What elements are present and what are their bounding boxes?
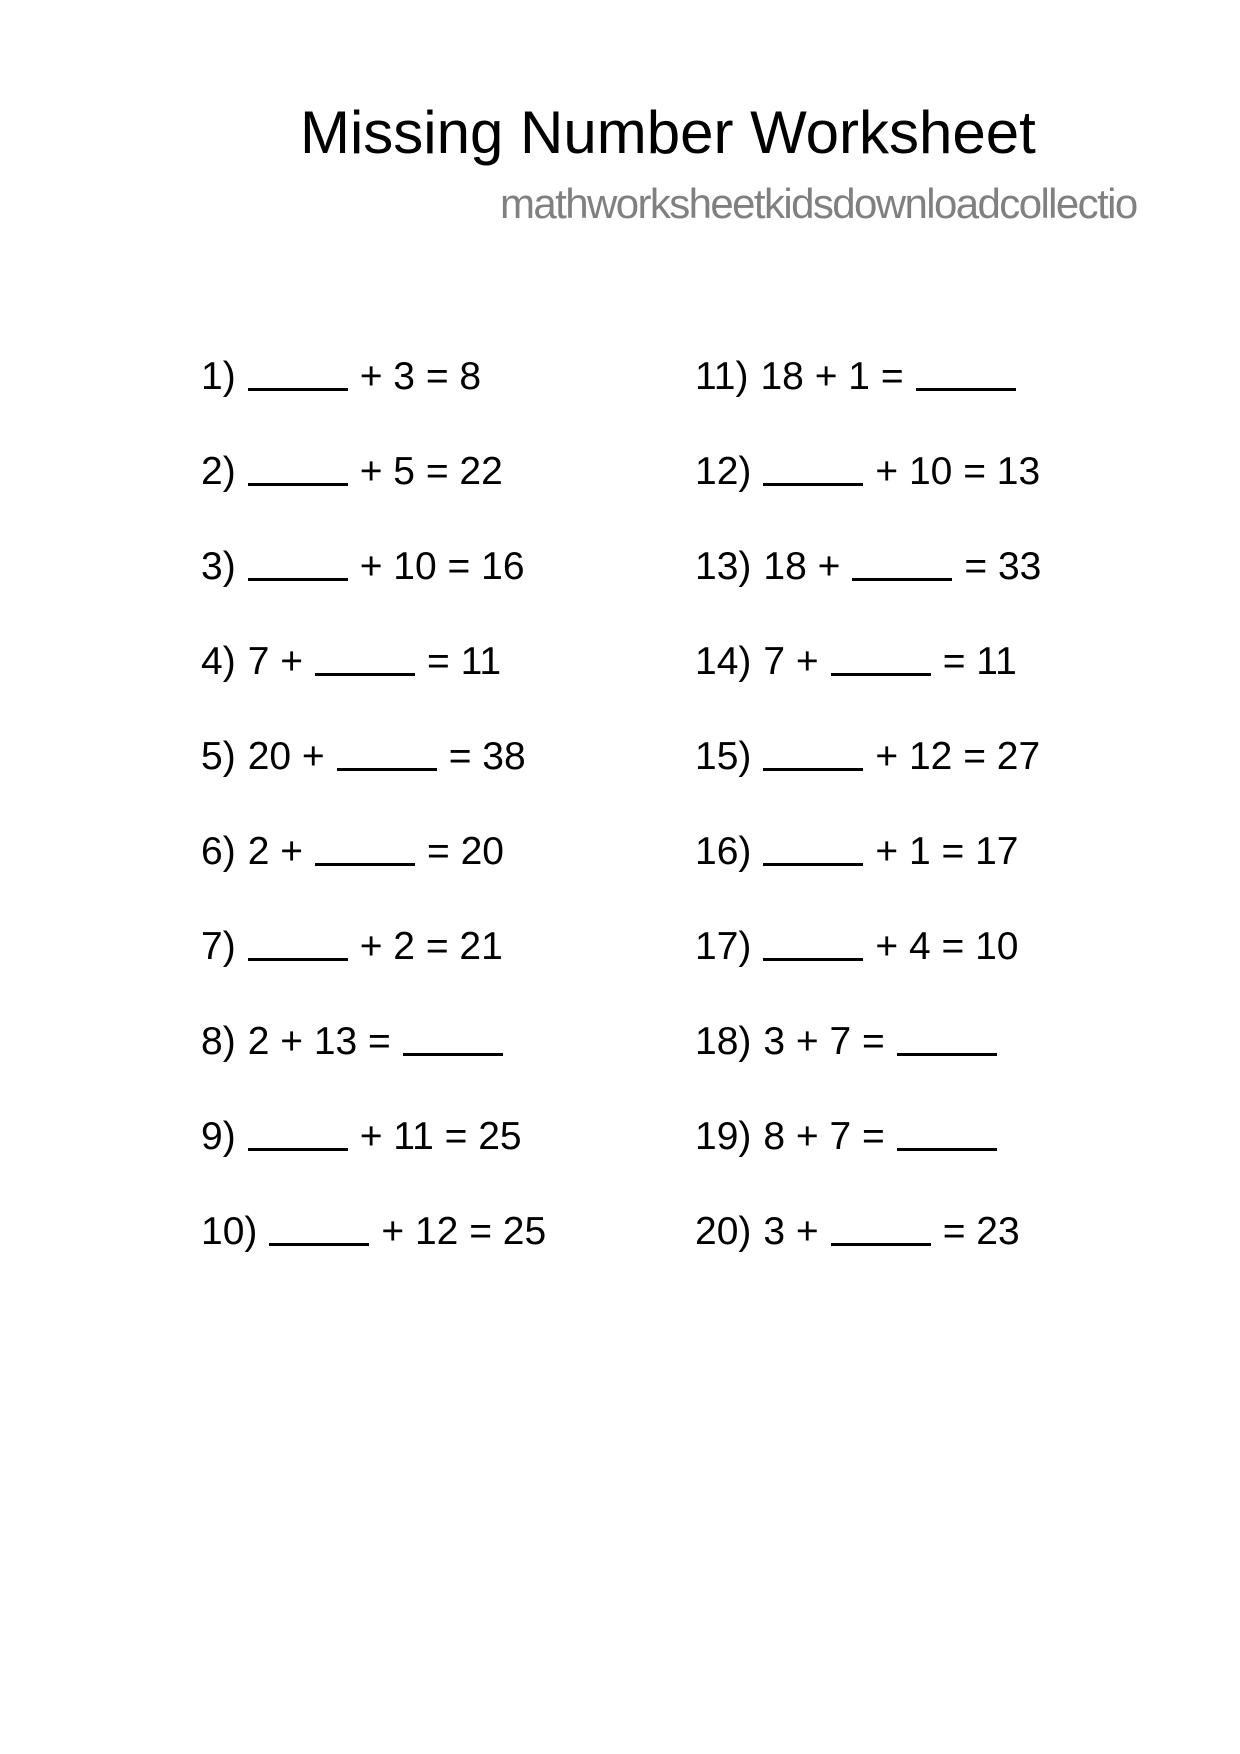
answer-blank[interactable]	[763, 447, 863, 486]
problem-item	[695, 352, 1041, 447]
equation-left-part: 8 + 7 =	[763, 1115, 885, 1158]
equation-right-part: + 10 = 13	[875, 450, 1041, 493]
answer-blank[interactable]	[897, 1017, 997, 1056]
problem-number: 2)	[201, 450, 236, 493]
answer-blank[interactable]	[337, 732, 437, 771]
equation-right-part: = 11	[427, 640, 502, 683]
equation-left-part: 7 +	[247, 640, 303, 683]
problem-item	[695, 542, 1041, 637]
problem-number: 19)	[695, 1115, 752, 1158]
answer-blank[interactable]	[248, 1112, 348, 1151]
equation-right-part: = 11	[942, 640, 1017, 683]
answer-blank[interactable]	[763, 732, 863, 771]
equation-right-part: = 38	[448, 735, 526, 778]
equation-right-part: = 20	[427, 830, 504, 873]
equation-left-part: 2 + 13 =	[247, 1020, 391, 1063]
problem-number: 11)	[695, 355, 749, 398]
equation-left-part: 20 +	[247, 735, 325, 778]
problem-number: 6)	[201, 830, 236, 873]
equation-left-part: 18 + 1 =	[760, 355, 904, 398]
answer-blank[interactable]	[831, 637, 931, 676]
answer-blank[interactable]	[248, 542, 348, 581]
answer-blank[interactable]	[315, 637, 415, 676]
equation-right-part: = 33	[964, 545, 1042, 588]
problem-item	[201, 732, 546, 827]
problem-number: 16)	[695, 830, 752, 873]
answer-blank[interactable]	[269, 1207, 369, 1246]
problem-number: 17)	[695, 925, 752, 968]
answer-blank[interactable]	[763, 827, 863, 866]
worksheet-title: Missing Number Worksheet	[300, 99, 1036, 166]
problem-column-right	[695, 352, 1041, 1302]
equation-left-part: 3 +	[763, 1210, 819, 1253]
problem-number: 9)	[201, 1115, 236, 1158]
problem-item	[201, 542, 546, 637]
answer-blank[interactable]	[916, 352, 1016, 391]
problem-column-left	[201, 352, 546, 1302]
problem-item	[695, 637, 1041, 732]
problem-item	[695, 447, 1041, 542]
problem-item	[201, 352, 546, 447]
problem-number: 3)	[201, 545, 236, 588]
equation-right-part: + 5 = 22	[359, 450, 503, 493]
problem-number: 1)	[201, 355, 236, 398]
equation-right-part: + 4 = 10	[875, 925, 1019, 968]
problem-number: 7)	[201, 925, 236, 968]
problem-item	[201, 1207, 546, 1302]
equation-right-part: + 2 = 21	[359, 925, 503, 968]
problem-number: 4)	[201, 640, 236, 683]
answer-blank[interactable]	[248, 352, 348, 391]
problem-number: 14)	[695, 640, 752, 683]
problem-number: 20)	[695, 1210, 752, 1253]
problem-item	[695, 1112, 1041, 1207]
equation-right-part: + 12 = 27	[875, 735, 1041, 778]
worksheet-source-url: mathworksheetkidsdownloadcollectio	[500, 180, 1137, 227]
problem-item	[201, 922, 546, 1017]
problem-number: 12)	[695, 450, 752, 493]
problem-number: 15)	[695, 735, 752, 778]
problem-item	[695, 922, 1041, 1017]
answer-blank[interactable]	[315, 827, 415, 866]
problem-number: 5)	[201, 735, 236, 778]
problem-item	[695, 732, 1041, 827]
problem-item	[695, 827, 1041, 922]
answer-blank[interactable]	[248, 922, 348, 961]
equation-right-part: = 23	[942, 1210, 1020, 1253]
answer-blank[interactable]	[403, 1017, 503, 1056]
problem-number: 18)	[695, 1020, 752, 1063]
problem-number: 8)	[201, 1020, 236, 1063]
problem-item	[695, 1207, 1041, 1302]
problem-item	[201, 827, 546, 922]
problem-item	[201, 637, 546, 732]
equation-right-part: + 12 = 25	[381, 1210, 547, 1253]
problem-item	[201, 447, 546, 542]
problem-number: 13)	[695, 545, 752, 588]
problem-item	[201, 1017, 546, 1112]
answer-blank[interactable]	[897, 1112, 997, 1151]
equation-left-part: 2 +	[247, 830, 303, 873]
equation-left-part: 18 +	[763, 545, 841, 588]
equation-right-part: + 10 = 16	[359, 545, 525, 588]
problem-item	[201, 1112, 546, 1207]
equation-left-part: 7 +	[763, 640, 819, 683]
problem-number: 10)	[201, 1210, 258, 1253]
problem-item	[695, 1017, 1041, 1112]
equation-right-part: + 3 = 8	[359, 355, 482, 398]
equation-right-part: + 1 = 17	[875, 830, 1019, 873]
answer-blank[interactable]	[248, 447, 348, 486]
answer-blank[interactable]	[763, 922, 863, 961]
equation-left-part: 3 + 7 =	[763, 1020, 885, 1063]
answer-blank[interactable]	[852, 542, 952, 581]
equation-right-part: + 11 = 25	[359, 1115, 522, 1158]
answer-blank[interactable]	[831, 1207, 931, 1246]
